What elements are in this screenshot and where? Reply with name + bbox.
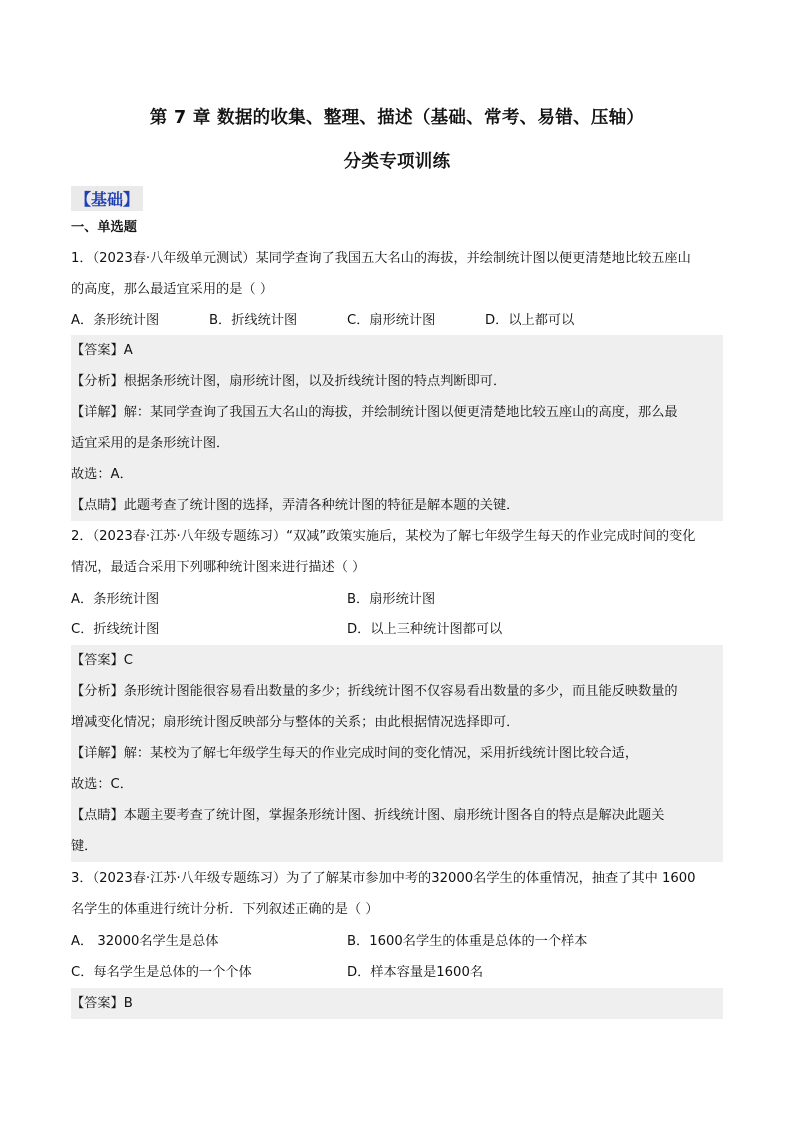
q1-analysis: 【分析】根据条形统计图，扇形统计图，以及折线统计图的特点判断即可． xyxy=(71,366,723,397)
q1-option-a: A．条形统计图 xyxy=(71,313,160,328)
section-label: 【基础】 xyxy=(71,186,143,211)
q3-option-b: B．1600名学生的体重是总体的一个样本 xyxy=(347,934,588,949)
q2-option-a: A．条形统计图 xyxy=(71,592,160,607)
q2-analysis-line1: 【分析】条形统计图能很容易看出数量的多少；折线统计图不仅容易看出数量的多少，而且能反映数量的 xyxy=(71,676,723,707)
q3-option-a: A． 32000名学生是总体 xyxy=(71,934,219,949)
q2-answer: 【答案】C xyxy=(71,645,723,676)
q3-stem-line1: 3．（2023春·江苏·八年级专题练习）为了了解某市参加中考的32000名学生的体重情况，抽查了其中 1600 xyxy=(71,871,696,886)
q2-comment-line2: 键． xyxy=(71,831,723,862)
chapter-title: 第 7 章 数据的收集、整理、描述（基础、常考、易错、压轴） xyxy=(149,108,645,128)
q2-stem-line2: 情况，最适合采用下列哪种统计图来进行描述（ ） xyxy=(71,560,366,575)
q2-option-c: C．折线统计图 xyxy=(71,622,160,637)
q1-option-d: D．以上都可以 xyxy=(485,313,575,328)
q1-choice: 故选：A． xyxy=(71,459,723,490)
q2-detail: 【详解】解：某校为了解七年级学生每天的作业完成时间的变化情况，采用折线统计图比较合适， xyxy=(71,738,723,769)
q1-stem-line2: 的高度，那么最适宜采用的是（ ） xyxy=(71,282,274,297)
q2-comment-line1: 【点睛】本题主要考查了统计图，掌握条形统计图、折线统计图、扇形统计图各自的特点是解决此题关 xyxy=(71,800,723,831)
q3-answer: 【答案】B xyxy=(71,988,723,1019)
q1-option-b: B．折线统计图 xyxy=(209,313,298,328)
q2-option-d: D．以上三种统计图都可以 xyxy=(347,622,503,637)
chapter-subtitle: 分类专项训练 xyxy=(343,152,451,172)
q3-option-c: C．每名学生是总体的一个个体 xyxy=(71,965,252,980)
q2-analysis-line2: 增减变化情况；扇形统计图反映部分与整体的关系；由此根据情况选择即可． xyxy=(71,707,723,738)
q1-comment: 【点睛】此题考查了统计图的选择，弄清各种统计图的特征是解本题的关键． xyxy=(71,490,723,521)
q2-choice: 故选：C． xyxy=(71,769,723,800)
q2-option-b: B．扇形统计图 xyxy=(347,592,436,607)
q3-option-d: D．样本容量是1600名 xyxy=(347,965,484,980)
q1-stem-line1: 1．（2023春·八年级单元测试）某同学查询了我国五大名山的海拔，并绘制统计图以便更清楚地比较五座山 xyxy=(71,251,691,266)
q1-answer: 【答案】A xyxy=(71,335,723,366)
q1-detail-line1: 【详解】解：某同学查询了我国五大名山的海拔，并绘制统计图以便更清楚地比较五座山的高度，那么最 xyxy=(71,397,723,428)
q3-stem-line2: 名学生的体重进行统计分析．下列叙述正确的是（ ） xyxy=(71,902,379,917)
q1-option-c: C．扇形统计图 xyxy=(347,313,436,328)
subsection-heading: 一、单选题 xyxy=(71,220,137,235)
q1-detail-line2: 适宜采用的是条形统计图． xyxy=(71,428,723,459)
q2-stem-line1: 2．（2023春·江苏·八年级专题练习）“双减”政策实施后，某校为了解七年级学生每天的作业完成时间的变化 xyxy=(71,529,696,544)
